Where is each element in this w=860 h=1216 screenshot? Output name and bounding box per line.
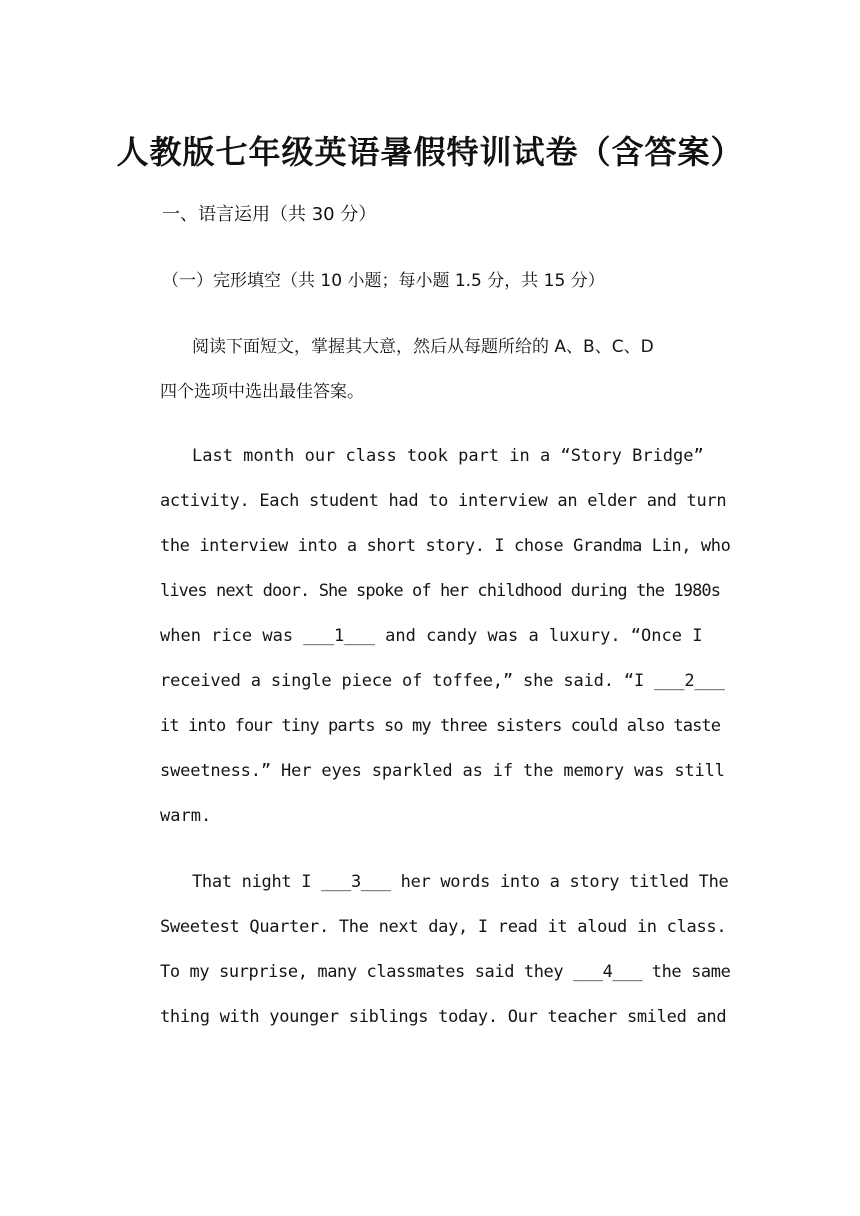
instruction-line: 阅读下面短文，掌握其大意，然后从每题所给的 A、B、C、D [192, 337, 654, 357]
paragraph-line: sweetness.” Her eyes sparkled as if the memory was still [160, 761, 725, 781]
paragraph-line: received a single piece of toffee,” she said. “I ___2___ [160, 671, 725, 691]
paragraph-line: warm. [160, 806, 212, 826]
paragraph-line: That night I ___3___ her words into a story titled The [192, 872, 729, 892]
paragraph-line: Sweetest Quarter. The next day, I read it aloud in class. [160, 917, 727, 937]
paragraph-2 [160, 860, 732, 1040]
page-title: 人教版七年级英语暑假特训试卷（含答案） [116, 133, 744, 171]
paragraph-line: thing with younger siblings today. Our teacher smiled and [160, 1007, 727, 1027]
paragraph-line: when rice was ___1___ and candy was a luxury. “Once I [160, 626, 703, 646]
sub-heading: （一）完形填空（共 10 小题；每小题 1.5 分，共 15 分） [162, 271, 605, 291]
paragraph-line: it into four tiny parts so my three sisters could also taste [160, 716, 721, 736]
paragraph-line: lives next door. She spoke of her childhood during the 1980s [160, 581, 721, 601]
instructions [160, 325, 732, 415]
instruction-line: 四个选项中选出最佳答案。 [160, 382, 364, 402]
paragraph-line: the interview into a short story. I chose Grandma Lin, who [160, 536, 731, 556]
paragraph-line: activity. Each student had to interview an elder and turn [160, 491, 727, 511]
paragraph-line: To my surprise, many classmates said they ___4___ the same [160, 962, 731, 982]
paragraph-line: Last month our class took part in a “Story Bridge” [192, 446, 704, 466]
section-heading: 一、语言运用（共 30 分） [162, 204, 377, 225]
paragraph-1 [160, 434, 732, 839]
